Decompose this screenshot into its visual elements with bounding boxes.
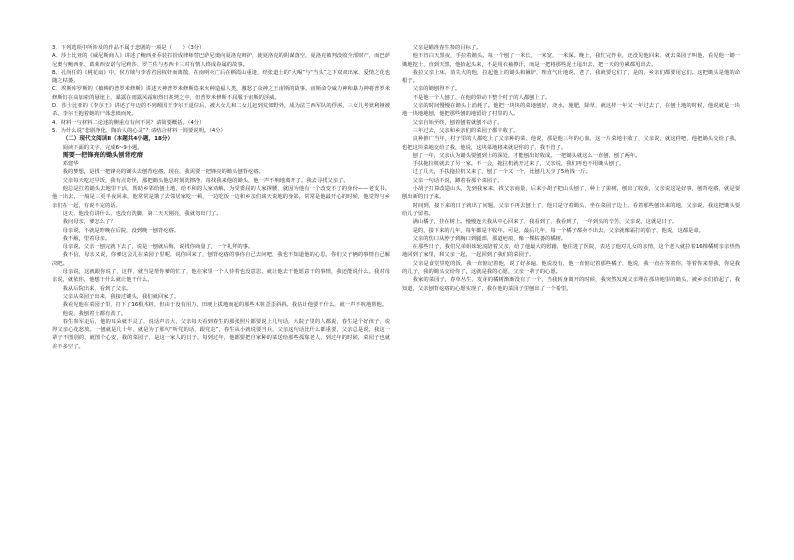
article-paragraph: 母亲说，这就跟你说了，这样，就当是帮你爹的忙了，他在家里一个人待着也没意思，就让他去干他愿意干的事情，我还能说什么。我对母亲说，就依你，他想干什么就让他干什么。 [52, 269, 390, 284]
article-paragraph: 父亲自始至终，刨着刨着就刨不动了。 [412, 119, 503, 126]
article-paragraph: 良种推广当年，村子里的人都吃上了父亲种的菜，他说，那是他三年的心血，这一片菜地丰收了，父亲说，就这样吧，他把锄头交给了我，也把这块菜地交给了我，他说，这块菜地将来就是你的了，我不管了。 [402, 136, 740, 151]
article-paragraph: 父亲的伤口从脖子到胸口到腿部，那道疤痕，像一棵枯萎的橘树。 [412, 235, 567, 242]
article-paragraph: 过了几天，手扶拖拉机又来了，刨了一个又一个，比刨几天少了5角钱一斤。 [412, 169, 591, 176]
article-paragraph: 在那些日子，我们兄弟姐妹轮流陪着父亲，给了他最大的慰藉，他住进了医院，表达了他对儿女的亲情，这个老人就拉着16棵橘树亲亲热热地回到了家里，和父亲一起，一起回到了我们的菜园子。 [402, 244, 740, 259]
article-paragraph: 我的梦想，是找一把锋亮的锄头去刨背疙瘩。现在，我需要一把锋亮的锄头刨背疙瘩。 [62, 169, 264, 176]
article-paragraph: 时间到，接下来的日子就出了问题，父亲不再去刨土了，他只是守着锄头，坐在菜园子边上，看着那些刨出来的地，父亲说，我这把锄头要给儿子留着。 [402, 202, 740, 217]
article-paragraph: 他说，我刨着土都有劲了。 [62, 310, 127, 317]
article-paragraph: 我从后院出来，看到了父亲。 [62, 285, 132, 292]
question-4: 4．材料一与材料二论述的侧重点有何不同？请简要概括。（4分） [52, 119, 205, 126]
left-column [52, 44, 390, 351]
article-paragraph: 我家的菜园子，春草丛生，发芽的橘树渐渐没有了一个，当我转身离开的时候，我突然发现父亲埋在那块地里的锄头，被乡亲们拾起了，我知道，父亲刨背疙瘩的心愿实现了，我在他的菜园子里刨出了一个希望。 [402, 277, 740, 292]
article-paragraph: 手扶拖拉机就去了另一家。不一会，拖拉机就开过来了，父亲说，我们再也不用锄头刨了。 [412, 161, 625, 168]
article-paragraph: 父亲每天吃过早饭，我有点奇怪，那把锄头他总时刻洗擦净，每找我来他的锄头，他一声不响地离开了。我去寻找父亲了。 [62, 177, 349, 184]
right-column [402, 44, 740, 293]
article-paragraph: 父亲从菜园子出来，我接过锄头，我们就回家了。 [62, 293, 180, 300]
article-paragraph: 我不解，望着母亲。 [62, 235, 111, 242]
article-paragraph: 春生参军走后，他的耳朵就不灵了，说话声音大，父亲每天看到春生的那张照片都要说上几句话，大院子里的人都说，春生是个好孩子，说得父亲心花怒放。一刨就是几十年，就是为了那句“听党的话，跟党走”，春生从小就说要当兵，父亲这句话比什么都重要，父亲总是说，我这一辈子不图别的，就图个心安，我的菜园子，是这一家人的日子。每到过年，他都要把自家种的菜送给那些孤寡老人，到过年的时候，菜园子也就差不多空了。 [52, 318, 390, 350]
article-author: 邓建华 [62, 161, 79, 168]
q3-option-c: C．埃斯库罗斯的《被缚的普罗米修斯》讲述天神普罗米修斯盗来火种造福人类，激怒了众神之王宙斯的故事。宙斯命令威力神和暴力神将普罗米修斯钉在高加索的悬崖上，暴露在雨露风霜和烈日炙烤之中，但普罗米修斯不屈服于宙斯的淫威。 [52, 86, 390, 101]
article-paragraph: 这天，他没有讲什么，也没有洗脚，第二天天刚亮，我就勿出门了。 [62, 210, 222, 217]
article-paragraph: 满山橘子，挂在树上。慢慢连天我从中心回来了，我看到了，我看到了，一年到头的辛苦，父亲说，这就是日子。 [412, 219, 678, 226]
article-paragraph: 不是他一个人刨了，在他的带动下整个村子的人都刨上了。 [412, 94, 551, 101]
article-paragraph: 父亲的锄刨得不了。 [412, 86, 461, 93]
article-paragraph: 三年过去，父亲和乡亲们的菜园子都丰收了。 [412, 127, 519, 134]
article-paragraph: 他不管白天黑夜，手拉着锄头。每一个刨了一米长，一米宽，一米深。晚上，我忙完作业，还没见他回来，就去菜园子叫他，看见他一锄一锄地挖土，直到天黑，他抬起头来，不是用衣袖擦汗，而是一把将那些泥土甩出去，把一天的劳累都甩出去。 [402, 53, 740, 68]
q3-option-d: D．莎士比亚的《李尔王》讲述了年迈的不列颠国王李尔王退位后，被大女儿和二女儿赶到荒郊野外，成为法兰西军队的俘虏，三女儿考狄利娅被杀，李尔王抱着她的尸体悲愤而死。 [52, 103, 390, 118]
section-heading: （二）现代文阅读Ⅱ（本题共4小题，18分） [62, 136, 174, 143]
article-paragraph: 我看见他在菜园子里，打下了16根木桩，但由于没有用力，田埂上拔地而起的那些木桩歪歪斜斜。我估计他要干什么，就一声不吭地帮他。 [62, 302, 388, 309]
article-paragraph: 小胡子打算改造山头，先到我家来，找父亲商量，后来小胡子把山头刨了，种上了果树，刨出了收获，父亲说这是好事，刨背疙瘩，就是要刨出新的日子来。 [402, 186, 740, 201]
article-paragraph: 他总是扛着锄头去地里干活，帮助乡邻给刨土地，给不和的人家劝解，为受委屈的人家撑腰，就因为他有一个改变不了的身份——老支书。他一出去，一般是三更半夜回来，他常常是饿了去邻居家吃一顿，一边吃饭一边和乡亲们谈天说地的身影，常常是他最开心的时候，他觉得与乡亲们在一起，有说不完的话。 [52, 186, 390, 209]
article-paragraph: 父亲的时间慢慢在锄头上消耗了。他把一块块的菜地刨好，浇水，施肥，除草，就这样一年又一年过去了，在刨土地的时候，他说就是一块地一块地地刨，他把那些刨的地留给了村里的人。 [402, 103, 740, 118]
q3-option-b: B．孔尚任的《桃花扇》中，侯方域与李香君因权奸而离散，在南明灭亡后在栖霞山重逢，经张道士的“大喝”与“当头”之下双双出家，爱情之花也随之枯萎。 [52, 69, 390, 85]
article-paragraph: 母亲说，父亲一刨完就下去了，说是一刨就后悔，说找你商量了，一个礼拜的事。 [62, 244, 254, 251]
article-title: 需要一把锋亮的锄头刨背疙瘩 [62, 151, 144, 159]
article-paragraph: 父亲是瞄准春生参的目标了。 [412, 45, 482, 51]
article-paragraph: 父亲一句话不说，蹲着看那个菜园子。 [412, 177, 503, 184]
reading-instruction: 阅读下面的文字，完成6~9小题。 [62, 144, 143, 151]
article-paragraph: 父亲是食堂里吃的饭，我一直惦记着他，说了好多遍，他说没有，他一直惦记着那些橘子，他说，我一直在等着你，等着你来帮我，你是我的儿子，我的锄头交给你了，这就是我的心愿，父亲一辈子的心愿。 [402, 260, 740, 276]
article-paragraph: 我问母亲，爹怎么了？ [62, 219, 116, 226]
article-paragraph: 母亲说，不就是昨晚在后院，没到晚一刨背疙瘩。 [62, 227, 180, 234]
q3-option-a: A．莎士比亚的《威尼斯商人》讲述了鲍西亚乔装打扮成律师替巴萨尼奥向夏洛克辩护，使夏洛克的阴谋落空，夏洛克被判没收全部财产，而巴萨尼奥与鲍西亚、葛莱西安诺与尼莉莎、罗兰佐与杰西卡三对有情人终成眷属的故事。 [52, 53, 390, 68]
article-paragraph: 是的，接下来的几年，每年都是丰收年。可是，最后几年，每一个橘子都卖不出去，父亲就像霜打的茄子，他说，这都是命。 [412, 227, 704, 234]
question-5: 5．为什么说“悲剧净化、陶冶人的心灵”？请结合材料一简要说明。（4分） [52, 127, 226, 134]
question-3: 3．下列选项中所涉及的作品不属于悲剧的一项是（ ）（3分） [52, 45, 205, 51]
article-paragraph: 刨了一年，父亲认为锄头要刨到土的深处，才能刨出好收成。一把锄头就这么一直刨，刨了两年。 [412, 152, 641, 159]
article-paragraph: 我拉父亲上床，消失大的他，拉起他上的锄头和锹铲，理直气壮地说，老了，我就要它们了，是的，乡亲们都要用它们。这把锄头是他的命根子。 [402, 69, 740, 85]
article-paragraph: 我不信，母亲又说，你爹这会儿在菜园子里呢，说你回来了，刨背疙瘩的事你自己去问吧，我也不知道他的心思，你们父子俩的事情自己解决吧。 [52, 252, 390, 267]
